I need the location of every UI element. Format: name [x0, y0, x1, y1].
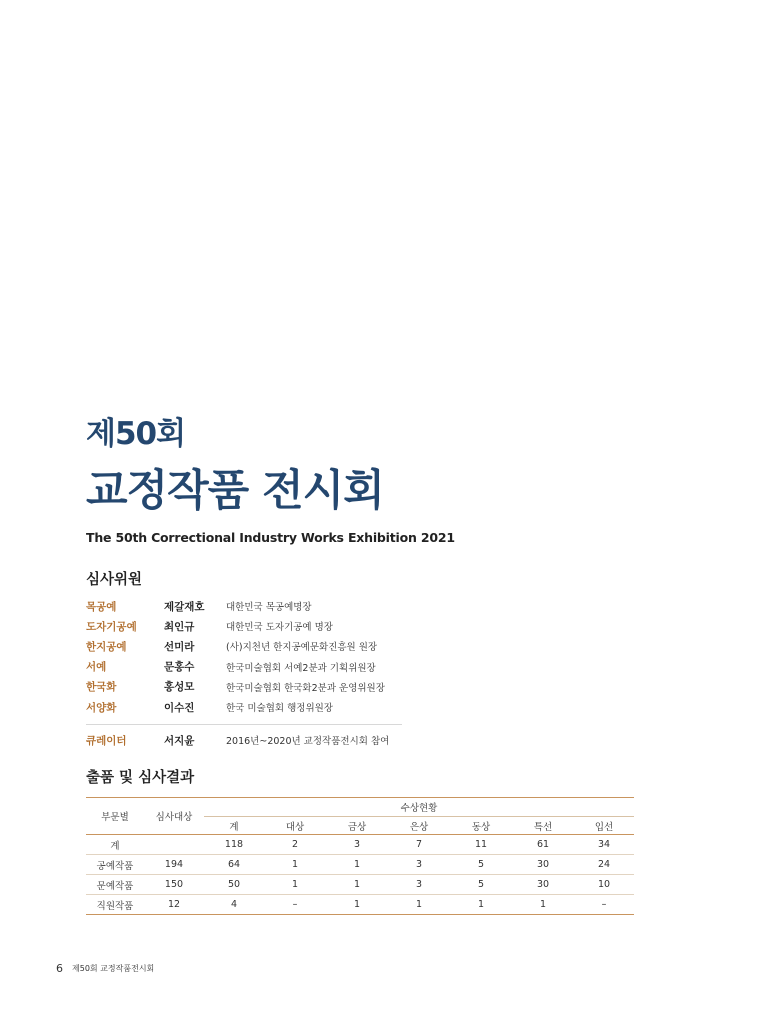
curator-role: 2016년~2020년 교정작품전시회 참여	[226, 736, 390, 748]
english-subtitle: The 50th Correctional Industry Works Exhibition 2021	[86, 530, 455, 545]
judge-row	[86, 677, 402, 697]
row-value: 1	[388, 895, 450, 915]
results-heading: 출품 및 심사결과	[86, 770, 195, 786]
table-row	[86, 875, 634, 895]
title-line-2: 교정작품 전시회	[86, 466, 384, 516]
curator-row	[86, 730, 402, 750]
header-award-gold: 금상	[326, 817, 388, 835]
judge-name: 제갈재호	[164, 600, 205, 613]
header-award-bronze: 동상	[450, 817, 512, 835]
judge-category: 서예	[86, 661, 107, 674]
judge-category: 한지공예	[86, 640, 127, 653]
judge-name: 이수진	[164, 701, 195, 714]
judges-list	[86, 596, 402, 750]
curator-name: 서지윤	[164, 734, 195, 747]
judge-role: 대한민국 목공예명장	[226, 602, 312, 614]
judge-row	[86, 697, 402, 717]
row-division: 계	[86, 835, 144, 855]
row-value: 3	[326, 835, 388, 855]
header-division: 부문별	[86, 798, 144, 835]
footer-text: 제50회 교정작품전시회	[72, 964, 155, 973]
row-value: 24	[574, 855, 634, 875]
judge-name: 문홍수	[164, 661, 195, 674]
row-value: 118	[204, 835, 264, 855]
row-value: 30	[512, 875, 574, 895]
judge-role: 한국미술협회 서예2분과 기획위원장	[226, 662, 376, 674]
judge-role: 대한민국 도자기공예 명장	[226, 622, 333, 634]
judge-row	[86, 596, 402, 616]
table-row	[86, 835, 634, 855]
row-value: –	[264, 895, 326, 915]
table-row	[86, 855, 634, 875]
row-value: 5	[450, 875, 512, 895]
header-award-silver: 은상	[388, 817, 450, 835]
title-block	[86, 414, 455, 545]
results-table	[86, 797, 634, 915]
row-value: 1	[264, 875, 326, 895]
judges-divider	[86, 724, 402, 725]
judge-name: 홍성모	[164, 681, 195, 694]
header-award-selected: 입선	[574, 817, 634, 835]
judge-row	[86, 657, 402, 677]
row-value: 1	[264, 855, 326, 875]
row-division: 문예작품	[86, 875, 144, 895]
header-target: 심사대상	[144, 798, 204, 835]
judges-heading: 심사위원	[86, 572, 143, 588]
row-target	[144, 835, 204, 855]
row-value: 1	[326, 855, 388, 875]
results-table-wrapper	[86, 797, 634, 915]
row-value: 11	[450, 835, 512, 855]
row-division: 직원작품	[86, 895, 144, 915]
row-value: 7	[388, 835, 450, 855]
row-value: 5	[450, 855, 512, 875]
title-line-1: 제50회	[86, 416, 186, 452]
judge-name: 선미라	[164, 640, 195, 653]
judge-row	[86, 636, 402, 656]
row-value: 1	[512, 895, 574, 915]
row-value: 64	[204, 855, 264, 875]
row-target: 12	[144, 895, 204, 915]
judge-category: 한국화	[86, 681, 117, 694]
header-award-special: 특선	[512, 817, 574, 835]
judge-name: 최인규	[164, 620, 195, 633]
judge-role: (사)지천년 한지공예문화진흥원 원장	[226, 642, 378, 654]
judge-role: 한국 미술협회 행정위원장	[226, 703, 333, 715]
judge-row	[86, 616, 402, 636]
row-division: 공예작품	[86, 855, 144, 875]
row-value: –	[574, 895, 634, 915]
curator-category: 큐레이터	[86, 734, 127, 747]
row-target: 150	[144, 875, 204, 895]
row-value: 30	[512, 855, 574, 875]
row-value: 1	[450, 895, 512, 915]
header-awards: 수상현황	[204, 798, 634, 817]
page-number: 6	[56, 962, 63, 975]
row-target: 194	[144, 855, 204, 875]
page-footer	[56, 962, 154, 975]
header-award-total: 계	[204, 817, 264, 835]
header-award-grand: 대상	[264, 817, 326, 835]
row-value: 61	[512, 835, 574, 855]
judge-category: 목공예	[86, 600, 117, 613]
row-value: 10	[574, 875, 634, 895]
judge-role: 한국미술협회 한국화2분과 운영위원장	[226, 682, 385, 694]
row-value: 1	[326, 895, 388, 915]
row-value: 3	[388, 855, 450, 875]
row-value: 50	[204, 875, 264, 895]
row-value: 4	[204, 895, 264, 915]
judge-category: 도자기공예	[86, 620, 137, 633]
table-row	[86, 895, 634, 915]
row-value: 34	[574, 835, 634, 855]
judge-category: 서양화	[86, 701, 117, 714]
row-value: 1	[326, 875, 388, 895]
row-value: 2	[264, 835, 326, 855]
row-value: 3	[388, 875, 450, 895]
